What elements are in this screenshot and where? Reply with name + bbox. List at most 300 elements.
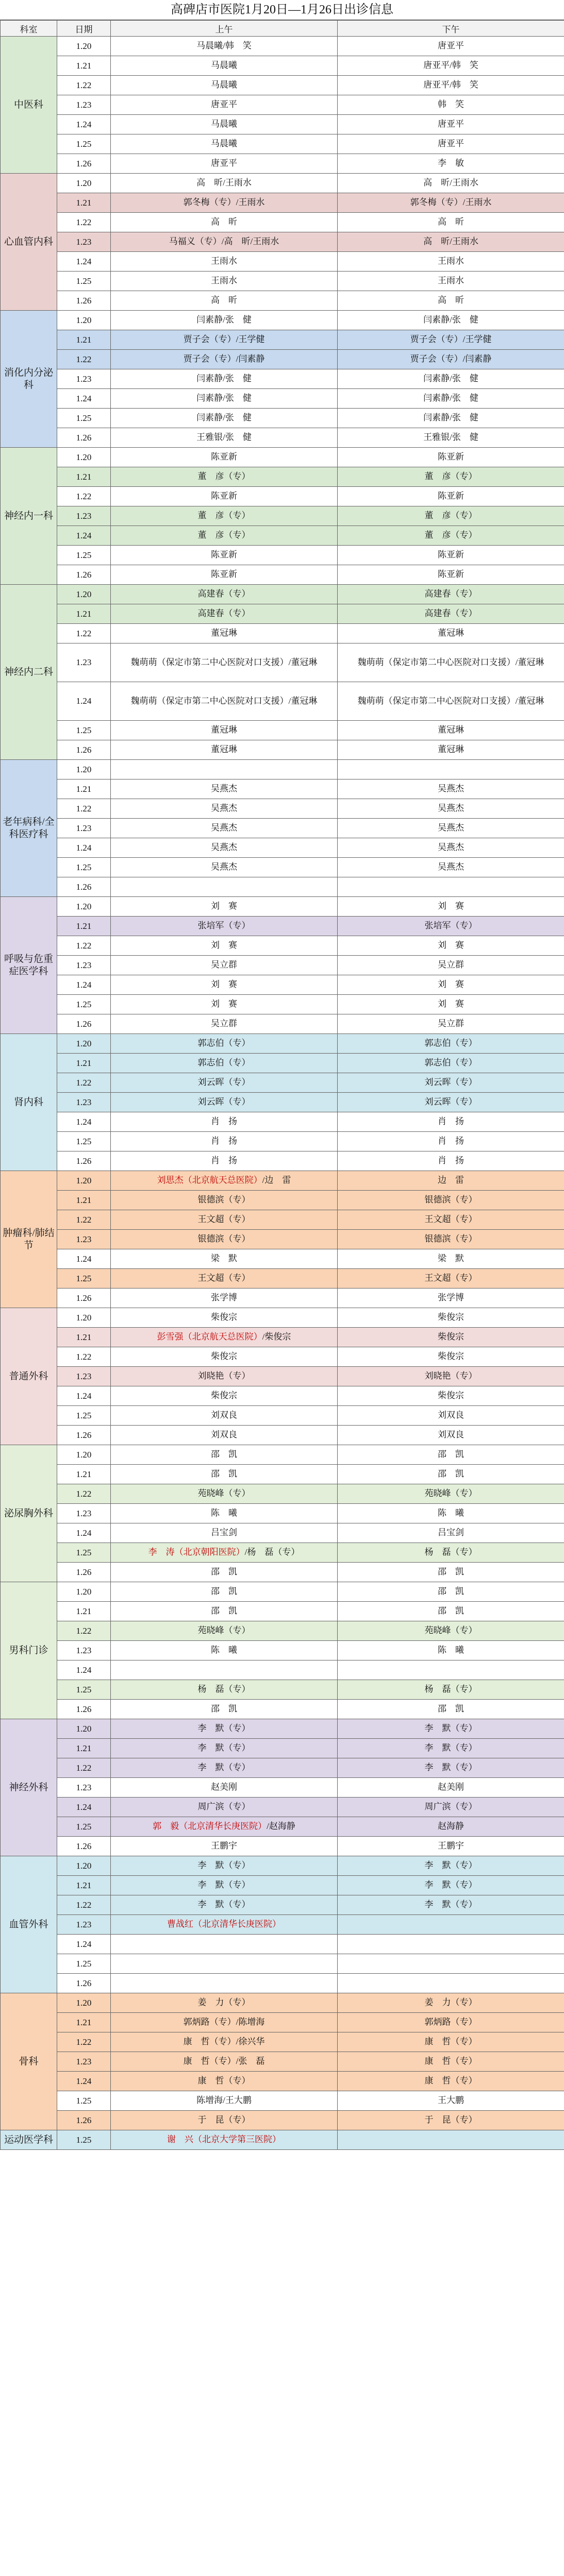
- afternoon-cell: 唐亚平/韩 笑: [338, 76, 564, 95]
- table-row: [1, 2032, 564, 2052]
- date-cell: 1.25: [57, 1543, 111, 1563]
- table-row: [1, 1974, 564, 1993]
- morning-cell: 刘云晖（专）: [111, 1073, 338, 1093]
- date-cell: 1.23: [57, 232, 111, 252]
- afternoon-cell: 柴俊宗: [338, 1308, 564, 1328]
- morning-cell: 肖 扬: [111, 1151, 338, 1171]
- table-row: [1, 95, 564, 115]
- table-row: [1, 1465, 564, 1484]
- date-cell: 1.26: [57, 565, 111, 585]
- afternoon-cell: 陈亚新: [338, 546, 564, 565]
- table-row: [1, 2052, 564, 2072]
- afternoon-cell: 王文超（专）: [338, 1210, 564, 1230]
- date-cell: 1.22: [57, 1484, 111, 1504]
- morning-cell: 吴燕杰: [111, 858, 338, 877]
- afternoon-cell: 高 昕: [338, 213, 564, 232]
- date-cell: 1.21: [57, 2013, 111, 2032]
- header-am: 上午: [111, 21, 338, 37]
- date-cell: 1.21: [57, 1739, 111, 1758]
- morning-cell: 杨 磊（专）: [111, 1680, 338, 1700]
- afternoon-cell: 银德滨（专）: [338, 1230, 564, 1249]
- morning-cell: 刘双良: [111, 1406, 338, 1426]
- afternoon-cell: 刘双良: [338, 1426, 564, 1445]
- visiting-doctor: 郭 毅（北京清华长庚医院）: [153, 1821, 267, 1832]
- morning-cell: [111, 1171, 338, 1191]
- morning-cell: 刘 赛: [111, 936, 338, 956]
- morning-cell: 邵 凯: [111, 1445, 338, 1465]
- date-cell: 1.21: [57, 467, 111, 487]
- morning-cell: 闫素静/张 健: [111, 389, 338, 409]
- afternoon-cell: 邵 凯: [338, 1563, 564, 1582]
- table-row: [1, 565, 564, 585]
- morning-cell: 李 默（专）: [111, 1876, 338, 1895]
- date-cell: 1.22: [57, 2032, 111, 2052]
- morning-cell: 董 彦（专）: [111, 467, 338, 487]
- afternoon-cell: 郭炳路（专）: [338, 2013, 564, 2032]
- morning-cell: 王文超（专）: [111, 1269, 338, 1289]
- date-cell: 1.21: [57, 1328, 111, 1347]
- morning-cell: 高 昕: [111, 291, 338, 311]
- morning-cell: [111, 1328, 338, 1347]
- morning-cell: 高建春（专）: [111, 604, 338, 624]
- afternoon-cell: 苑晓峰（专）: [338, 1484, 564, 1504]
- afternoon-cell: 康 哲（专）: [338, 2052, 564, 2072]
- morning-cell: 陈亚新: [111, 565, 338, 585]
- afternoon-cell: 唐亚平: [338, 37, 564, 56]
- schedule-table: [0, 20, 564, 2150]
- date-cell: 1.23: [57, 506, 111, 526]
- date-cell: 1.23: [57, 2052, 111, 2072]
- afternoon-cell: [338, 1915, 564, 1935]
- afternoon-cell: 王大鹏: [338, 2091, 564, 2111]
- date-cell: 1.22: [57, 1210, 111, 1230]
- date-cell: 1.22: [57, 1073, 111, 1093]
- afternoon-cell: 肖 扬: [338, 1132, 564, 1151]
- date-cell: 1.23: [57, 95, 111, 115]
- afternoon-cell: 邵 凯: [338, 1700, 564, 1719]
- date-cell: 1.20: [57, 1993, 111, 2013]
- morning-cell: 闫素静/张 健: [111, 409, 338, 428]
- morning-cell: 陈 曦: [111, 1504, 338, 1523]
- morning-cell: 康 哲（专）/徐兴华: [111, 2032, 338, 2052]
- date-cell: 1.24: [57, 526, 111, 546]
- date-cell: 1.23: [57, 1778, 111, 1798]
- department-name: 泌尿胸外科: [1, 1445, 57, 1582]
- table-row: [1, 1191, 564, 1210]
- date-cell: 1.25: [57, 272, 111, 291]
- doctor-rest: /柴俊宗: [262, 1332, 291, 1342]
- department-name: 神经内二科: [1, 585, 57, 760]
- table-row: [1, 1347, 564, 1367]
- afternoon-cell: 董冠琳: [338, 624, 564, 643]
- afternoon-cell: 高建春（专）: [338, 604, 564, 624]
- table-row: [1, 1034, 564, 1054]
- morning-cell: 刘 赛: [111, 897, 338, 917]
- afternoon-cell: 董 彦（专）: [338, 506, 564, 526]
- afternoon-cell: 贾子会（专）/闫素静: [338, 350, 564, 369]
- afternoon-cell: 陈亚新: [338, 448, 564, 467]
- afternoon-cell: [338, 1954, 564, 1974]
- morning-cell: 闫素静/张 健: [111, 369, 338, 389]
- table-row: [1, 1641, 564, 1660]
- afternoon-cell: 陈 曦: [338, 1641, 564, 1660]
- date-cell: 1.25: [57, 409, 111, 428]
- department-name: 肾内科: [1, 1034, 57, 1171]
- table-row: [1, 389, 564, 409]
- afternoon-cell: 唐亚平/韩 笑: [338, 56, 564, 76]
- afternoon-cell: 吴燕杰: [338, 819, 564, 838]
- afternoon-cell: 魏萌萌（保定市第二中心医院对口支援）/董冠琳: [338, 643, 564, 682]
- afternoon-cell: 刘双良: [338, 1406, 564, 1426]
- morning-cell: 郭冬梅（专）/王雨水: [111, 193, 338, 213]
- afternoon-cell: 王文超（专）: [338, 1269, 564, 1289]
- table-row: [1, 546, 564, 565]
- date-cell: 1.23: [57, 1230, 111, 1249]
- table-row: [1, 1230, 564, 1249]
- morning-cell: 李 默（专）: [111, 1895, 338, 1915]
- morning-cell: 高 昕/王雨水: [111, 174, 338, 193]
- table-row: [1, 428, 564, 448]
- morning-cell: 姜 力（专）: [111, 1993, 338, 2013]
- department-name: 男科门诊: [1, 1582, 57, 1719]
- morning-cell: 刘双良: [111, 1426, 338, 1445]
- date-cell: 1.26: [57, 1700, 111, 1719]
- table-row: [1, 1778, 564, 1798]
- afternoon-cell: 陈亚新: [338, 487, 564, 506]
- table-row: [1, 487, 564, 506]
- morning-cell: [111, 1974, 338, 1993]
- afternoon-cell: 柴俊宗: [338, 1347, 564, 1367]
- morning-cell: 邵 凯: [111, 1465, 338, 1484]
- table-row: [1, 2130, 564, 2150]
- header-pm: 下午: [338, 21, 564, 37]
- table-row: [1, 1543, 564, 1563]
- date-cell: 1.22: [57, 1621, 111, 1641]
- date-cell: 1.21: [57, 1876, 111, 1895]
- afternoon-cell: 魏萌萌（保定市第二中心医院对口支援）/董冠琳: [338, 682, 564, 721]
- afternoon-cell: [338, 2130, 564, 2150]
- table-row: [1, 819, 564, 838]
- afternoon-cell: 张学博: [338, 1289, 564, 1308]
- morning-cell: 王雨水: [111, 252, 338, 272]
- date-cell: 1.24: [57, 1249, 111, 1269]
- table-row: [1, 1014, 564, 1034]
- date-cell: 1.24: [57, 1386, 111, 1406]
- afternoon-cell: 闫素静/张 健: [338, 389, 564, 409]
- morning-cell: 董冠琳: [111, 624, 338, 643]
- afternoon-cell: 杨 磊（专）: [338, 1543, 564, 1563]
- date-cell: 1.26: [57, 2111, 111, 2130]
- afternoon-cell: 邵 凯: [338, 1602, 564, 1621]
- afternoon-cell: [338, 1935, 564, 1954]
- morning-cell: 邵 凯: [111, 1582, 338, 1602]
- morning-cell: 张学博: [111, 1289, 338, 1308]
- table-row: [1, 1093, 564, 1112]
- afternoon-cell: 李 默（专）: [338, 1876, 564, 1895]
- table-row: [1, 1426, 564, 1445]
- table-row: [1, 1386, 564, 1406]
- date-cell: 1.20: [57, 1582, 111, 1602]
- date-cell: 1.22: [57, 350, 111, 369]
- afternoon-cell: 闫素静/张 健: [338, 311, 564, 330]
- department-name: 血管外科: [1, 1856, 57, 1993]
- afternoon-cell: [338, 1660, 564, 1680]
- date-cell: 1.25: [57, 1132, 111, 1151]
- table-row: [1, 936, 564, 956]
- date-cell: 1.26: [57, 154, 111, 174]
- table-row: [1, 330, 564, 350]
- morning-cell: 柴俊宗: [111, 1386, 338, 1406]
- date-cell: 1.24: [57, 838, 111, 858]
- morning-cell: 陈亚新: [111, 546, 338, 565]
- table-row: [1, 37, 564, 56]
- morning-cell: 董 彦（专）: [111, 526, 338, 546]
- morning-cell: 刘 赛: [111, 995, 338, 1014]
- table-row: [1, 350, 564, 369]
- date-cell: 1.26: [57, 740, 111, 760]
- afternoon-cell: 王雅银/张 健: [338, 428, 564, 448]
- morning-cell: 陈增海/王大鹏: [111, 2091, 338, 2111]
- table-row: [1, 448, 564, 467]
- afternoon-cell: 闫素静/张 健: [338, 369, 564, 389]
- afternoon-cell: 周广滨（专）: [338, 1798, 564, 1817]
- morning-cell: 柴俊宗: [111, 1347, 338, 1367]
- table-row: [1, 252, 564, 272]
- date-cell: 1.25: [57, 721, 111, 740]
- date-cell: 1.22: [57, 76, 111, 95]
- date-cell: 1.26: [57, 1289, 111, 1308]
- morning-cell: 肖 扬: [111, 1112, 338, 1132]
- date-cell: 1.20: [57, 897, 111, 917]
- table-row: [1, 877, 564, 897]
- morning-cell: 吕宝剑: [111, 1523, 338, 1543]
- afternoon-cell: 吴燕杰: [338, 799, 564, 819]
- morning-cell: 郭志伯（专）: [111, 1034, 338, 1054]
- morning-cell: 于 昆（专）: [111, 2111, 338, 2130]
- date-cell: 1.20: [57, 1308, 111, 1328]
- date-cell: 1.20: [57, 1856, 111, 1876]
- date-cell: 1.25: [57, 995, 111, 1014]
- afternoon-cell: 赵美刚: [338, 1778, 564, 1798]
- morning-cell: 肖 扬: [111, 1132, 338, 1151]
- afternoon-cell: 高 昕/王雨水: [338, 232, 564, 252]
- table-row: [1, 213, 564, 232]
- afternoon-cell: 高 昕: [338, 291, 564, 311]
- table-row: [1, 779, 564, 799]
- department-name: 老年病科/全科医疗科: [1, 760, 57, 897]
- table-row: [1, 467, 564, 487]
- date-cell: 1.24: [57, 2072, 111, 2091]
- page-title: 高碑店市医院1月20日—1月26日出诊信息: [0, 0, 564, 20]
- afternoon-cell: 苑晓峰（专）: [338, 1621, 564, 1641]
- table-row: [1, 1308, 564, 1328]
- table-row: [1, 799, 564, 819]
- table-row: [1, 1935, 564, 1954]
- table-row: [1, 1112, 564, 1132]
- morning-cell: 闫素静/张 健: [111, 311, 338, 330]
- morning-cell: 魏萌萌（保定市第二中心医院对口支援）/董冠琳: [111, 643, 338, 682]
- afternoon-cell: 吴燕杰: [338, 779, 564, 799]
- table-row: [1, 1817, 564, 1837]
- afternoon-cell: 王雨水: [338, 252, 564, 272]
- morning-cell: 邵 凯: [111, 1700, 338, 1719]
- afternoon-cell: 吴立群: [338, 1014, 564, 1034]
- table-row: [1, 897, 564, 917]
- table-row: [1, 1660, 564, 1680]
- table-row: [1, 585, 564, 604]
- morning-cell: 吴燕杰: [111, 838, 338, 858]
- table-row: [1, 1915, 564, 1935]
- morning-cell: 邵 凯: [111, 1602, 338, 1621]
- department-name: 运动医学科: [1, 2130, 57, 2150]
- morning-cell: 苑晓峰（专）: [111, 1484, 338, 1504]
- table-row: [1, 1993, 564, 2013]
- table-row: [1, 1523, 564, 1543]
- table-row: [1, 1798, 564, 1817]
- date-cell: 1.20: [57, 174, 111, 193]
- morning-cell: 赵美刚: [111, 1778, 338, 1798]
- table-row: [1, 2013, 564, 2032]
- morning-cell: 贾子会（专）/闫素静: [111, 350, 338, 369]
- afternoon-cell: 肖 扬: [338, 1112, 564, 1132]
- department-name: 呼吸与危重症医学科: [1, 897, 57, 1034]
- date-cell: 1.25: [57, 546, 111, 565]
- visiting-doctor: 曹战红（北京清华长庚医院）: [167, 1919, 281, 1929]
- table-row: [1, 1054, 564, 1073]
- date-cell: 1.20: [57, 311, 111, 330]
- afternoon-cell: 康 哲（专）: [338, 2032, 564, 2052]
- morning-cell: 马晨曦/韩 笑: [111, 37, 338, 56]
- date-cell: 1.21: [57, 779, 111, 799]
- date-cell: 1.24: [57, 1935, 111, 1954]
- table-row: [1, 1151, 564, 1171]
- afternoon-cell: 郭志伯（专）: [338, 1034, 564, 1054]
- morning-cell: [111, 1817, 338, 1837]
- table-row: [1, 682, 564, 721]
- morning-cell: 李 默（专）: [111, 1856, 338, 1876]
- table-row: [1, 1132, 564, 1151]
- table-row: [1, 624, 564, 643]
- visiting-doctor: 谢 兴（北京大学第三医院）: [167, 2134, 281, 2145]
- table-row: [1, 917, 564, 936]
- doctor-rest: /杨 磊（专）: [244, 1547, 300, 1557]
- table-row: [1, 1895, 564, 1915]
- table-row: [1, 1210, 564, 1230]
- table-row: [1, 975, 564, 995]
- table-row: [1, 1171, 564, 1191]
- afternoon-cell: 王雨水: [338, 272, 564, 291]
- date-cell: 1.23: [57, 1915, 111, 1935]
- morning-cell: 康 哲（专）/张 磊: [111, 2052, 338, 2072]
- date-cell: 1.25: [57, 1406, 111, 1426]
- morning-cell: 王雨水: [111, 272, 338, 291]
- afternoon-cell: 吴燕杰: [338, 838, 564, 858]
- table-row: [1, 838, 564, 858]
- date-cell: 1.22: [57, 936, 111, 956]
- afternoon-cell: 陈 曦: [338, 1504, 564, 1523]
- table-row: [1, 526, 564, 546]
- table-row: [1, 1954, 564, 1974]
- department-name: 心血管内科: [1, 174, 57, 311]
- date-cell: 1.20: [57, 448, 111, 467]
- table-row: [1, 1739, 564, 1758]
- department-name: 消化内分泌科: [1, 311, 57, 448]
- morning-cell: 吴立群: [111, 1014, 338, 1034]
- date-cell: 1.21: [57, 1191, 111, 1210]
- morning-cell: 吴燕杰: [111, 819, 338, 838]
- table-row: [1, 1484, 564, 1504]
- morning-cell: 董冠琳: [111, 721, 338, 740]
- table-row: [1, 1621, 564, 1641]
- afternoon-cell: 董 彦（专）: [338, 467, 564, 487]
- morning-cell: 康 哲（专）: [111, 2072, 338, 2091]
- morning-cell: 梁 默: [111, 1249, 338, 1269]
- afternoon-cell: 刘晓艳（专）: [338, 1367, 564, 1386]
- table-row: [1, 760, 564, 779]
- morning-cell: 王雅银/张 健: [111, 428, 338, 448]
- morning-cell: 魏萌萌（保定市第二中心医院对口支援）/董冠琳: [111, 682, 338, 721]
- table-row: [1, 2091, 564, 2111]
- morning-cell: [111, 1954, 338, 1974]
- morning-cell: 李 默（专）: [111, 1739, 338, 1758]
- afternoon-cell: 刘云晖（专）: [338, 1093, 564, 1112]
- morning-cell: 刘 赛: [111, 975, 338, 995]
- date-cell: 1.20: [57, 37, 111, 56]
- date-cell: 1.22: [57, 213, 111, 232]
- afternoon-cell: 刘 赛: [338, 897, 564, 917]
- date-cell: 1.22: [57, 799, 111, 819]
- date-cell: 1.22: [57, 624, 111, 643]
- morning-cell: 董冠琳: [111, 740, 338, 760]
- date-cell: 1.25: [57, 1954, 111, 1974]
- table-row: [1, 311, 564, 330]
- date-cell: 1.26: [57, 1837, 111, 1856]
- morning-cell: 苑晓峰（专）: [111, 1621, 338, 1641]
- date-cell: 1.25: [57, 1817, 111, 1837]
- header-dept: 科室: [1, 21, 57, 37]
- afternoon-cell: 梁 默: [338, 1249, 564, 1269]
- date-cell: 1.25: [57, 134, 111, 154]
- morning-cell: 唐亚平: [111, 154, 338, 174]
- table-row: [1, 721, 564, 740]
- afternoon-cell: 刘 赛: [338, 975, 564, 995]
- date-cell: 1.25: [57, 1680, 111, 1700]
- table-row: [1, 1876, 564, 1895]
- afternoon-cell: 姜 力（专）: [338, 1993, 564, 2013]
- table-row: [1, 2072, 564, 2091]
- afternoon-cell: 贾子会（专）/王学健: [338, 330, 564, 350]
- afternoon-cell: 李 默（专）: [338, 1758, 564, 1778]
- afternoon-cell: 高建春（专）: [338, 585, 564, 604]
- header-date: 日期: [57, 21, 111, 37]
- table-row: [1, 115, 564, 134]
- date-cell: 1.25: [57, 2091, 111, 2111]
- date-cell: 1.26: [57, 291, 111, 311]
- date-cell: 1.21: [57, 1054, 111, 1073]
- date-cell: 1.20: [57, 1171, 111, 1191]
- afternoon-cell: [338, 877, 564, 897]
- date-cell: 1.20: [57, 1445, 111, 1465]
- date-cell: 1.25: [57, 858, 111, 877]
- morning-cell: 马晨曦: [111, 115, 338, 134]
- afternoon-cell: 郭冬梅（专）/王雨水: [338, 193, 564, 213]
- table-row: [1, 1406, 564, 1426]
- afternoon-cell: 李 敏: [338, 154, 564, 174]
- date-cell: 1.20: [57, 585, 111, 604]
- morning-cell: 李 默（专）: [111, 1758, 338, 1778]
- afternoon-cell: 董冠琳: [338, 740, 564, 760]
- date-cell: 1.20: [57, 760, 111, 779]
